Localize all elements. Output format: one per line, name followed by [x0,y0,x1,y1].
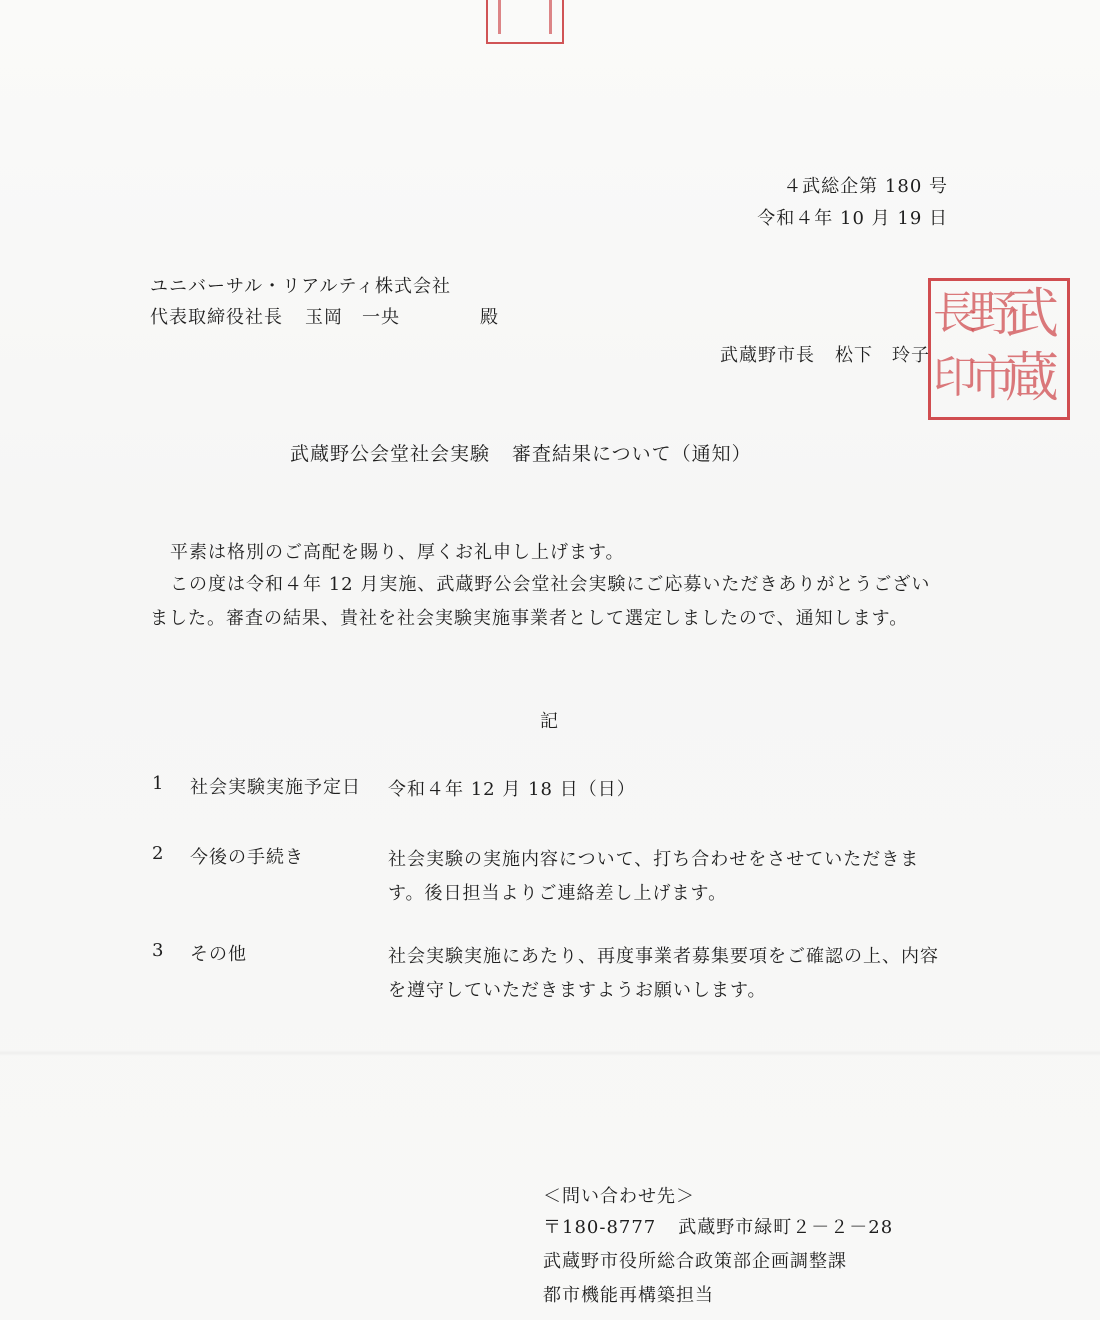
addressee-honorific: 殿 [480,307,499,328]
body-paragraph-1: 平素は格別のご高配を賜り、厚くお礼申し上げます。 [170,542,625,563]
addressee-name: 玉岡 一央 [305,307,400,328]
item-2-label: 今後の手続き [190,847,304,868]
item-2-number: 2 [152,843,165,864]
item-1-text: 令和４年 12 月 18 日（日） [388,779,636,800]
contact-department: 武蔵野市役所総合政策部企画調整課 [543,1251,847,1272]
title-part1: 武蔵野公会堂社会実験 [290,443,491,465]
sender-position: 武蔵野市長 [720,345,815,366]
addressee-line [150,303,499,329]
document-number: ４武総企第 180 号 [783,176,948,197]
item-1-number: 1 [152,773,165,794]
top-seal-stamp [486,0,564,44]
ki-heading: 記 [540,711,559,732]
item-3-label: その他 [190,944,247,965]
document-date: 令和４年 10 月 19 日 [757,208,948,229]
sender-name: 松下 玲子 [835,345,930,366]
contact-postal: 〒180-8777 [543,1217,657,1238]
document-title [290,439,752,466]
body-paragraph-2: この度は令和４年 12 月実施、武蔵野公会堂社会実験にご応募いただきありがとうございました。審査の結果、貴社を社会実験実施事業者として選定しましたので、通知します。 [150,574,931,629]
paper-fold [0,1050,1100,1056]
item-3-number: 3 [152,940,165,961]
addressee-company: ユニバーサル・リアルティ株式会社 [150,276,451,297]
mayor-seal-stamp: 武 蔵 野 市 長 印 [928,278,1070,420]
contact-address-line [543,1213,893,1239]
contact-address: 武蔵野市緑町２－２－28 [678,1217,894,1238]
contact-section: 都市機能再構築担当 [543,1285,714,1306]
item-3-text: 社会実験実施にあたり、再度事業者募集要項をご確認の上、内容を遵守していただきますようお願いします。 [388,946,939,1001]
addressee-position: 代表取締役社長 [150,307,283,328]
title-part2: 審査結果について（通知） [512,443,752,465]
item-1-label: 社会実験実施予定日 [190,777,361,798]
item-2-text: 社会実験の実施内容について、打ち合わせをさせていただきます。後日担当よりご連絡差し上げます。 [388,849,920,904]
sender-line [720,341,930,367]
contact-heading: ＜問い合わせ先＞ [543,1186,695,1207]
